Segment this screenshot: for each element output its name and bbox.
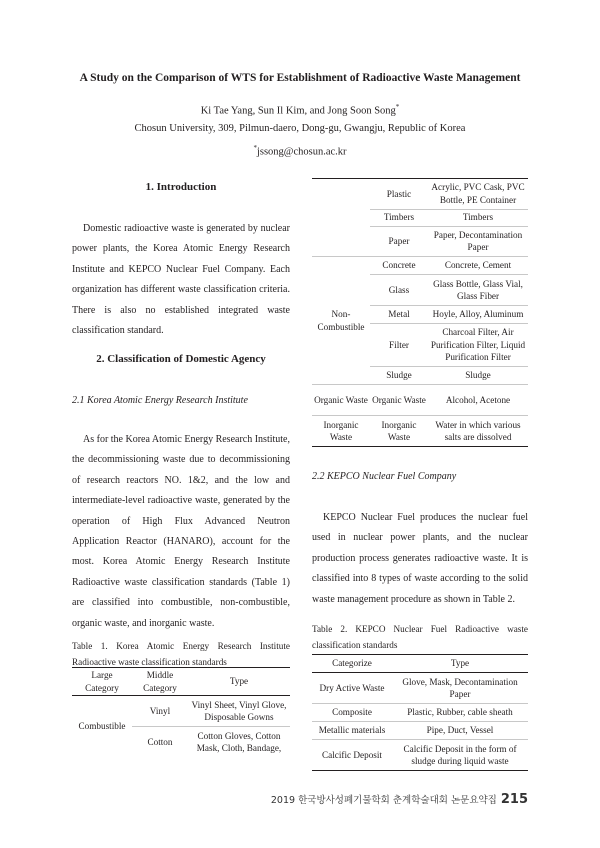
table-row: [312, 179, 528, 210]
middle-category-cell: Sludge: [370, 367, 428, 385]
middle-category-cell: Cotton: [147, 736, 173, 747]
knf-paragraph: KEPCO Nuclear Fuel produces the nuclear fuel used in nuclear power plants, and the nuclear production process generates radioactive waste. It is classified into 8 types of waste according to the solid waste management procedure as shown in Table 2.: [312, 512, 528, 605]
table-row: [312, 722, 528, 740]
kaeri-paragraph: As for the Korea Atomic Energy Research Institute, the decommissioning waste due to decommissioning of research reactors NO. 1&2, and the low and intermediate-level radioactive waste, generated by the operation of High Flux Advanced Neutron Application Reactor (HANARO), account for the most. Korea Atomic Energy Research Institute Radioactive waste classification standards (Table 1) are classified into combustible, non-combustible, organic waste, and inorganic waste.: [72, 434, 290, 629]
middle-category-cell: Vinyl: [132, 696, 188, 727]
affiliation: Chosun University, 309, Pilmun-daero, Dong-gu, Gwangju, Republic of Korea: [134, 123, 466, 134]
column-header: Type: [188, 668, 290, 696]
middle-category-cell: Timbers: [370, 209, 428, 226]
category-cell: Calcific Deposit: [312, 740, 392, 771]
category-cell: Metallic materials: [312, 722, 392, 740]
type-cell: Paper, Decontamination Paper: [428, 226, 528, 257]
type-cell: Acrylic, PVC Cask, PVC Bottle, PE Container: [428, 179, 528, 210]
intro-heading: 1. Introduction: [145, 181, 217, 193]
knf-subheading: 2.2 KEPCO Nuclear Fuel Company: [312, 471, 457, 482]
large-category-cell: Non-Combustible: [312, 257, 370, 385]
email-address: jssong@chosun.ac.kr: [256, 146, 347, 158]
column-header: Type: [392, 655, 528, 673]
middle-category-cell: Inorganic Waste: [370, 416, 428, 447]
table-row: [72, 696, 290, 727]
column-header: Categorize: [312, 655, 392, 673]
table-header-row: [312, 655, 528, 673]
table-row: [312, 704, 528, 722]
category-cell: Composite: [312, 704, 392, 722]
kaeri-subheading: 2.1 Korea Atomic Energy Research Institute: [72, 395, 248, 406]
large-category-cell: Combustible: [78, 721, 126, 732]
authors-text: Ki Tae Yang, Sun Il Kim, and Jong Soon Song: [200, 105, 396, 117]
middle-category-cell: Paper: [370, 226, 428, 257]
table1-caption: Table 1. Korea Atomic Energy Research Institute Radioactive waste classification standards: [72, 641, 290, 667]
email-line: [0, 144, 600, 158]
middle-category-cell: Glass: [370, 275, 428, 306]
type-cell: Glass Bottle, Glass Vial, Glass Fiber: [428, 275, 528, 306]
middle-category-cell: Filter: [370, 324, 428, 367]
large-category-cell: Organic Waste: [312, 385, 370, 416]
type-cell: Sludge: [428, 367, 528, 385]
type-cell: Cotton Gloves, Cotton Mask, Cloth, Bandage,: [196, 730, 282, 753]
large-category-cell: Inorganic Waste: [312, 416, 370, 447]
table1-continued: [312, 178, 528, 447]
table-row: [312, 673, 528, 704]
page-footer: [271, 792, 528, 807]
page-number: 215: [500, 792, 528, 807]
table2-caption: Table 2. KEPCO Nuclear Fuel Radioactive waste classification standards: [312, 624, 528, 650]
intro-paragraph: Domestic radioactive waste is generated by nuclear power plants, the Korea Atomic Energy Research Institute and KEPCO Nuclear Fuel Company. Each organization has different waste classification criteria. There is also no established integrated waste classification standard.: [72, 223, 290, 337]
classification-heading: 2. Classification of Domestic Agency: [96, 353, 266, 365]
middle-category-cell: Plastic: [370, 179, 428, 210]
type-cell: Water in which various salts are dissolved: [428, 416, 528, 447]
type-cell: Hoyle, Alloy, Aluminum: [428, 306, 528, 324]
paper-title: A Study on the Comparison of WTS for Establishment of Radioactive Waste Management: [79, 72, 521, 84]
middle-category-cell: Concrete: [370, 257, 428, 275]
middle-category-cell: Metal: [370, 306, 428, 324]
table-row: [312, 416, 528, 447]
category-cell: Dry Active Waste: [312, 673, 392, 704]
type-cell: Charcoal Filter, Air Purification Filter, Liquid Purification Filter: [428, 324, 528, 367]
author-list: [0, 103, 600, 117]
type-cell: Glove, Mask, Decontamination Paper: [392, 673, 528, 704]
type-cell: Plastic, Rubber, cable sheath: [392, 704, 528, 722]
table1: [72, 667, 290, 757]
corresponding-mark: *: [395, 103, 400, 111]
column-header: Middle Category: [132, 668, 188, 696]
proceedings-title: 2019 한국방사성폐기물학회 춘계학술대회 논문요약집: [270, 795, 497, 806]
type-cell: Calcific Deposit in the form of sludge during liquid waste: [392, 740, 528, 771]
type-cell: Timbers: [428, 209, 528, 226]
table-row: [312, 226, 528, 257]
column-header: Large Category: [72, 668, 132, 696]
table-row: [312, 257, 528, 275]
type-cell: Concrete, Cement: [428, 257, 528, 275]
table-row: [312, 209, 528, 226]
email-mark: *: [253, 144, 257, 152]
table2: [312, 654, 528, 771]
type-cell: Pipe, Duct, Vessel: [392, 722, 528, 740]
table-row: [312, 740, 528, 771]
table-row: [312, 385, 528, 416]
type-cell: Alcohol, Acetone: [428, 385, 528, 416]
type-cell: Vinyl Sheet, Vinyl Glove, Disposable Gowns: [188, 696, 290, 727]
middle-category-cell: Organic Waste: [370, 385, 428, 416]
table-header-row: [72, 668, 290, 696]
